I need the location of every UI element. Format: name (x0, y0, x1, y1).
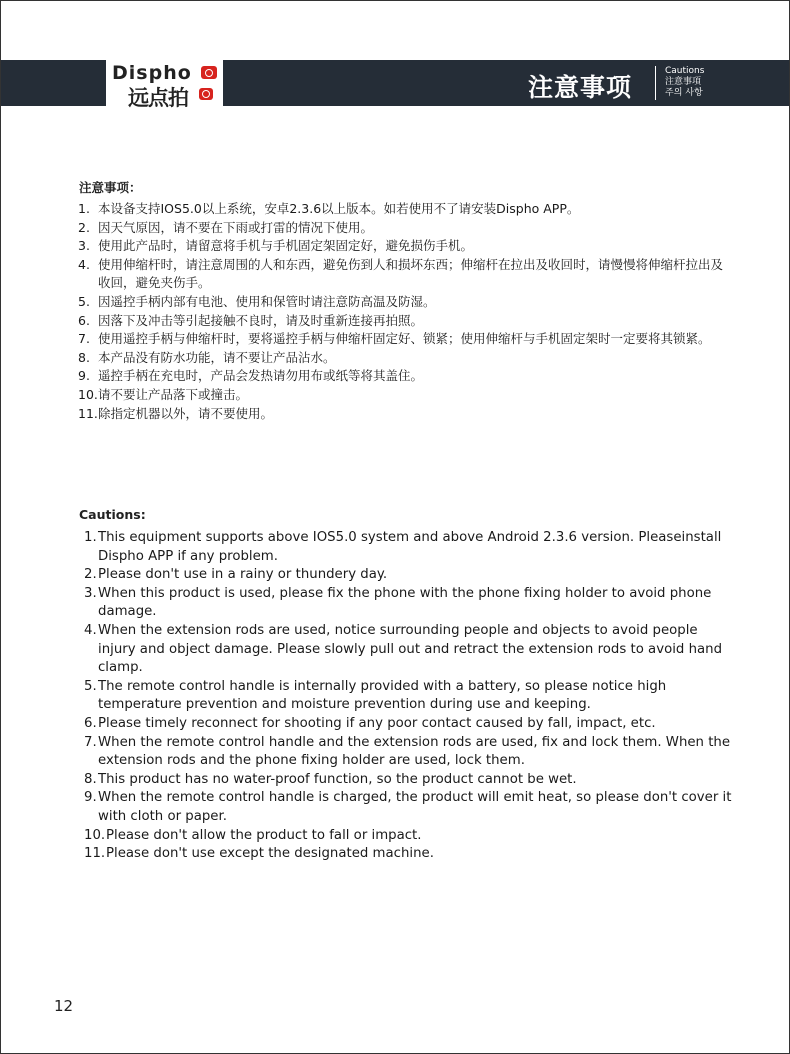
list-item: 2. Please don't use in a rainy or thundery day. (84, 567, 388, 583)
list-item: 1. This equipment supports above IOS5.0 system and above Android 2.3.6 version. Pleaseinstall Dispho APP if any problem. (84, 530, 722, 564)
header-subtitle-line: 주의 사항 (665, 88, 703, 98)
brand-cn: 远点拍 (128, 86, 188, 110)
list-item: 5. 因遥控手柄内部有电池、使用和保管时请注意防高温及防湿。 (78, 293, 436, 309)
list-item: 10. Please don't allow the product to fall or impact. (84, 827, 422, 843)
list-item: 1. 本设备支持IOS5.0以上系统，安卓2.3.6以上版本。如若使用不了请安装Dispho APP。 (78, 201, 580, 216)
list-item: 5. The remote control handle is internally provided with a battery, so please notice high temperature prevention and moisture prevention during use and keeping. (84, 678, 667, 713)
en-section-title: Cautions: (79, 507, 146, 522)
list-item: 10. 请不要让产品落下或撞击。 (78, 386, 249, 402)
list-item: 6. 因落下及冲击等引起接触不良时，请及时重新连接再拍照。 (78, 312, 424, 328)
camera-icon (199, 88, 213, 100)
list-item: 8. This product has no water-proof function, so the product cannot be wet. (84, 771, 577, 787)
list-item: 8. 本产品没有防水功能，请不要让产品沾水。 (78, 349, 336, 365)
list-item: 6. Please timely reconnect for shooting if any poor contact caused by fall, impact, etc. (84, 715, 656, 731)
list-item: 4. When the extension rods are used, notice surrounding people and objects to avoid people injury and object damage. Please slowly pull out and retract the extension rods to avoid hand clamp. (84, 622, 723, 676)
brand-latin: Dispho (112, 62, 192, 84)
list-item: 2. 因天气原因，请不要在下雨或打雷的情况下使用。 (78, 219, 374, 235)
header-subtitle-line: 注意事項 (665, 77, 702, 87)
camera-icon (201, 66, 217, 79)
list-item: 9. When the remote control handle is charged, the product will emit heat, so please don't cover it with cloth or paper. (84, 790, 732, 824)
brand-logo (106, 60, 223, 110)
list-item: 11. Please don't use except the designated machine. (84, 846, 434, 862)
cn-section-title: 注意事项： (79, 180, 142, 195)
list-item: 4. 使用伸缩杆时，请注意周围的人和东西，避免伤到人和损坏东西；伸缩杆在拉出及收回时，请慢慢将伸缩杆拉出及收回，避免夹伤手。 (78, 256, 724, 291)
header-subtitle (665, 66, 704, 99)
list-item: 9. 遥控手柄在充电时，产品会发热请勿用布或纸等将其盖住。 (78, 368, 424, 384)
list-item: 11. 除指定机器以外，请不要使用。 (78, 405, 274, 421)
header-subtitle-line: Cautions (665, 66, 705, 76)
cn-cautions-list (78, 200, 728, 423)
header-divider (655, 66, 656, 100)
list-item: 3. When this product is used, please fix the phone with the phone fixing holder to avoid phone damage. (84, 585, 712, 620)
page-title: 注意事项 (528, 73, 633, 102)
list-item: 3. 使用此产品时，请留意将手机与手机固定架固定好，避免损伤手机。 (78, 238, 474, 254)
list-item: 7. When the remote control handle and the extension rods are used, fix and lock them. When the extension rods and the phone fixing holder are used, lock them. (84, 734, 731, 769)
list-item: 7. 使用遥控手柄与伸缩杆时，要将遥控手柄与伸缩杆固定好、锁紧；使用伸缩杆与手机固定架时一定要将其锁紧。 (78, 331, 711, 347)
page-number: 12 (54, 997, 74, 1015)
en-cautions-list (84, 529, 734, 864)
